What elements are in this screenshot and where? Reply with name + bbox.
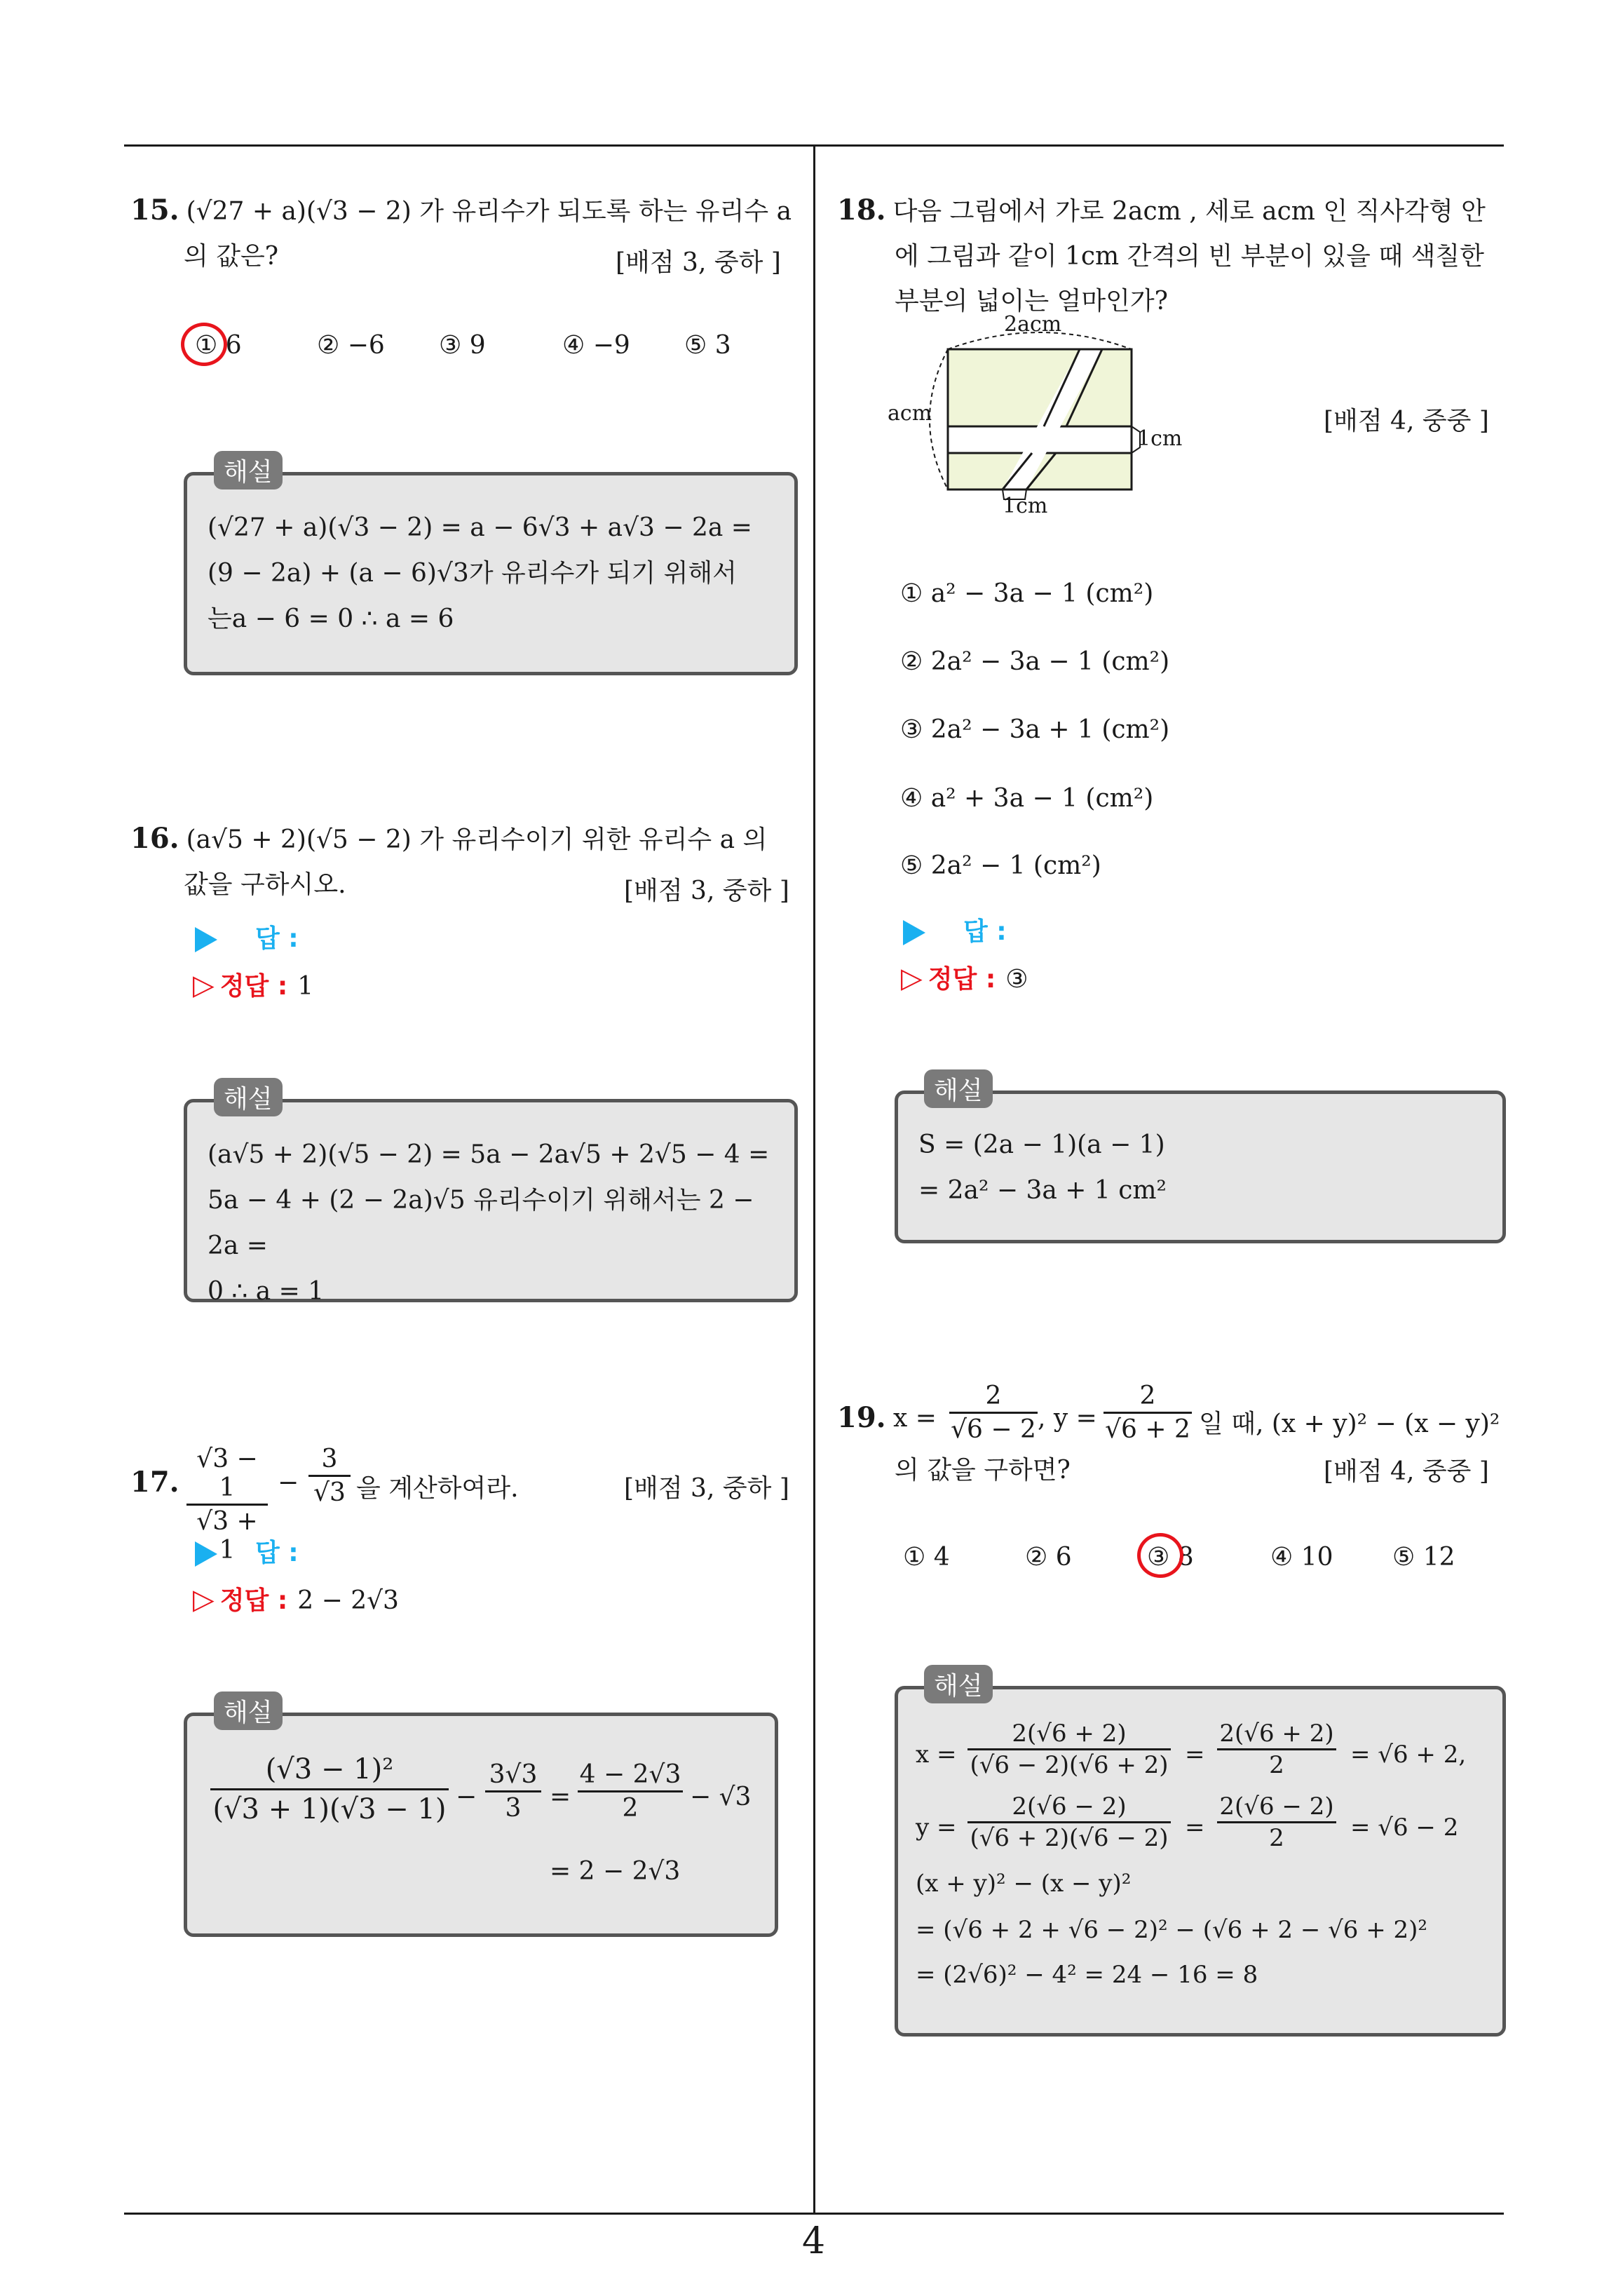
play-icon — [903, 920, 925, 945]
solution-tag: 해설 — [214, 451, 283, 489]
choice-2[interactable]: ② −6 — [317, 331, 385, 360]
answer-label: 답 : — [963, 917, 1007, 946]
question-number: 18. — [837, 194, 886, 227]
choice-5[interactable]: ⑤ 3 — [684, 331, 731, 360]
solution-tail: = √6 − 2 — [1350, 1814, 1459, 1842]
solution-tag: 해설 — [214, 1078, 283, 1116]
fraction-numerator: 3 — [321, 1445, 338, 1473]
solution-line: (x + y)² − (x − y)² — [916, 1870, 1132, 1898]
question-number: 19. — [837, 1401, 886, 1434]
solution-text — [918, 1122, 1493, 1213]
question-number: 16. — [130, 822, 179, 855]
solution-fraction-2 — [485, 1760, 541, 1823]
outline-triangle-icon: ▷ — [193, 1583, 215, 1616]
solution-fraction-3 — [578, 1760, 683, 1823]
solution-fraction-1 — [210, 1753, 449, 1825]
choice-5[interactable]: ⑤ 2a² − 1 (cm²) — [900, 851, 1101, 880]
label-height: acm — [888, 401, 932, 426]
fraction-numerator: 3√3 — [489, 1760, 538, 1789]
choice-2[interactable]: ② 6 — [1025, 1543, 1072, 1572]
play-icon — [195, 1541, 217, 1567]
equals-sign: = — [1185, 1741, 1205, 1769]
question-number: 15. — [130, 194, 179, 227]
solution-math — [916, 1722, 1498, 2031]
correct-value: 1 — [297, 972, 314, 1001]
question-18 — [837, 188, 1510, 324]
answer-label: 답 : — [255, 1539, 299, 1567]
correct-answer-row — [193, 966, 313, 1002]
choice-2[interactable]: ② 2a² − 3a − 1 (cm²) — [900, 647, 1170, 676]
y-equals: , y = — [1038, 1404, 1097, 1433]
correct-value: ③ — [1005, 965, 1028, 994]
fraction-numerator: 2 — [985, 1382, 1002, 1410]
solution-tag: 해설 — [214, 1691, 283, 1730]
fraction-2 — [308, 1445, 351, 1507]
choice-1[interactable]: ① 4 — [903, 1543, 950, 1572]
fraction-numerator: 2(√6 − 2) — [1219, 1792, 1334, 1821]
question-text-line1: (a√5 + 2)(√5 − 2) 가 유리수이기 위한 유리수 a 의 — [186, 825, 768, 854]
column-divider — [813, 144, 815, 2215]
outline-triangle-icon: ▷ — [901, 962, 923, 994]
solution-tail: = √6 + 2, — [1350, 1741, 1467, 1769]
bottom-rule — [124, 2213, 1504, 2215]
solution-text — [208, 1132, 782, 1314]
x-equals: x = — [893, 1404, 937, 1433]
label-width: 2acm — [1004, 312, 1062, 337]
label-strip-height: 1cm — [1137, 426, 1183, 451]
correct-answer-row — [901, 959, 1028, 995]
solution-line: 0 ∴ a = 1 — [208, 1277, 325, 1306]
minus-sign: − — [278, 1468, 299, 1497]
solution-line: S = (2a − 1)(a − 1) — [918, 1130, 1165, 1159]
points-label: [배점 3, 중하 ] — [624, 1474, 789, 1503]
fraction-numerator: 4 − 2√3 — [579, 1760, 681, 1789]
fraction-denominator: 3 — [505, 1794, 522, 1823]
question-text-line2: 의 값을 구하면? — [895, 1456, 1071, 1485]
fraction-denominator: √6 − 2 — [951, 1415, 1036, 1444]
solution-fraction — [967, 1720, 1171, 1779]
solution-tail: − √3 — [690, 1783, 752, 1811]
label-strip-width: 1cm — [1003, 494, 1048, 518]
x-equals: x = — [916, 1741, 957, 1769]
solution-line: = 2a² − 3a + 1 cm² — [918, 1176, 1167, 1205]
question-text: 일 때, (x + y)² − (x − y)² — [1199, 1410, 1500, 1438]
answer-row — [195, 919, 299, 954]
choice-3[interactable]: ③ 2a² − 3a + 1 (cm²) — [900, 715, 1170, 744]
solution-fraction — [967, 1792, 1171, 1852]
question-text-line1: (√27 + a)(√3 − 2) 가 유리수가 되도록 하는 유리수 a — [186, 197, 792, 226]
question-text-line1: 다음 그림에서 가로 2acm , 세로 acm 인 직사각형 안 — [892, 197, 1486, 226]
choice-1[interactable]: ① a² − 3a − 1 (cm²) — [900, 579, 1154, 608]
fraction-denominator: 2 — [1269, 1824, 1284, 1852]
outline-triangle-icon: ▷ — [193, 969, 215, 1001]
points-label: [배점 4, 중중 ] — [1324, 407, 1489, 435]
fraction-denominator: √3 — [313, 1478, 346, 1507]
answer-row — [903, 912, 1007, 947]
correct-answer-row — [193, 1581, 399, 1616]
x-fraction — [949, 1382, 1038, 1444]
points-label: [배점 3, 중하 ] — [624, 877, 789, 905]
y-equals: y = — [916, 1814, 957, 1842]
points-label: [배점 4, 중중 ] — [1324, 1457, 1489, 1486]
equals-sign: = — [550, 1783, 571, 1811]
choice-5[interactable]: ⑤ 12 — [1392, 1543, 1455, 1572]
answer-label: 답 : — [255, 924, 299, 953]
correct-label: 정답 : — [219, 972, 288, 1001]
fraction-numerator: 2(√6 − 2) — [1012, 1792, 1127, 1821]
solution-line: (√27 + a)(√3 − 2) = a − 6√3 + a√3 − 2a = — [208, 513, 752, 542]
selected-answer-circle — [1137, 1533, 1183, 1578]
solution-tag: 해설 — [924, 1069, 993, 1108]
solution-line: (9 − 2a) + (a − 6)√3가 유리수가 되기 위해서 — [208, 559, 737, 588]
choice-3[interactable]: ③ 9 — [439, 331, 486, 360]
solution-tag: 해설 — [924, 1665, 993, 1703]
fraction-numerator: 2 — [1139, 1382, 1156, 1410]
choice-3[interactable]: ③ 8 — [1147, 1543, 1194, 1572]
choice-4[interactable]: ④ 10 — [1270, 1543, 1333, 1572]
choice-1[interactable]: ① 6 — [195, 331, 242, 360]
shaded-rectangle — [948, 349, 1132, 489]
fraction-numerator: (√3 − 1)² — [265, 1753, 394, 1785]
solution-line: = (√6 + 2 + √6 − 2)² − (√6 + 2 − √6 + 2)² — [916, 1916, 1428, 1944]
correct-label: 정답 : — [219, 1586, 288, 1615]
question-text-line3: 부분의 넓이는 얼마인가? — [895, 287, 1168, 316]
solution-line: (a√5 + 2)(√5 − 2) = 5a − 2a√5 + 2√5 − 4 = — [208, 1140, 770, 1169]
rectangle-figure — [890, 309, 1185, 512]
choice-4[interactable]: ④ a² + 3a − 1 (cm²) — [900, 784, 1154, 813]
fraction-denominator: 2 — [1269, 1751, 1284, 1779]
points-label: [배점 3, 중하 ] — [616, 248, 781, 277]
fraction-denominator: 2 — [622, 1794, 639, 1823]
y-fraction — [1103, 1382, 1192, 1444]
play-icon — [195, 927, 217, 952]
page-number: 4 — [802, 2220, 826, 2262]
question-text-line2: 값을 구하시오. — [184, 870, 346, 899]
solution-fraction — [1217, 1792, 1336, 1852]
left-dimension-arc — [930, 349, 948, 489]
fraction-denominator: (√6 + 2)(√6 − 2) — [970, 1824, 1169, 1852]
solution-math — [210, 1753, 771, 1922]
answer-row — [195, 1533, 299, 1569]
solution-line: = 2 − 2√3 — [550, 1857, 681, 1886]
fraction-numerator: √3 − 1 — [196, 1445, 258, 1502]
question-number: 17. — [130, 1466, 179, 1499]
solution-text — [208, 505, 782, 642]
minus-sign: − — [456, 1783, 477, 1811]
question-text-line2: 의 값은? — [184, 242, 279, 271]
fraction-numerator: 2(√6 + 2) — [1012, 1720, 1127, 1748]
solution-line: 는a − 6 = 0 ∴ a = 6 — [208, 605, 454, 633]
question-text: 을 계산하여라. — [356, 1474, 519, 1503]
equals-sign: = — [1185, 1814, 1205, 1842]
fraction-numerator: 2(√6 + 2) — [1219, 1720, 1334, 1748]
question-text-line2: 에 그림과 같이 1cm 간격의 빈 부분이 있을 때 색칠한 — [895, 242, 1484, 271]
selected-answer-circle — [181, 323, 227, 366]
fraction-denominator: √3 + 1 — [196, 1507, 258, 1565]
fraction-denominator: (√6 − 2)(√6 + 2) — [970, 1751, 1169, 1779]
solution-line: = (2√6)² − 4² = 24 − 16 = 8 — [916, 1961, 1258, 1989]
solution-fraction — [1217, 1720, 1336, 1779]
correct-label: 정답 : — [928, 965, 996, 994]
correct-value: 2 − 2√3 — [297, 1586, 399, 1615]
fraction-denominator: √6 + 2 — [1105, 1415, 1190, 1444]
solution-line: 5a − 4 + (2 − 2a)√5 유리수이기 위해서는 2 − 2a = — [208, 1186, 754, 1260]
choice-4[interactable]: ④ −9 — [562, 331, 630, 360]
fraction-denominator: (√3 + 1)(√3 − 1) — [212, 1793, 447, 1825]
